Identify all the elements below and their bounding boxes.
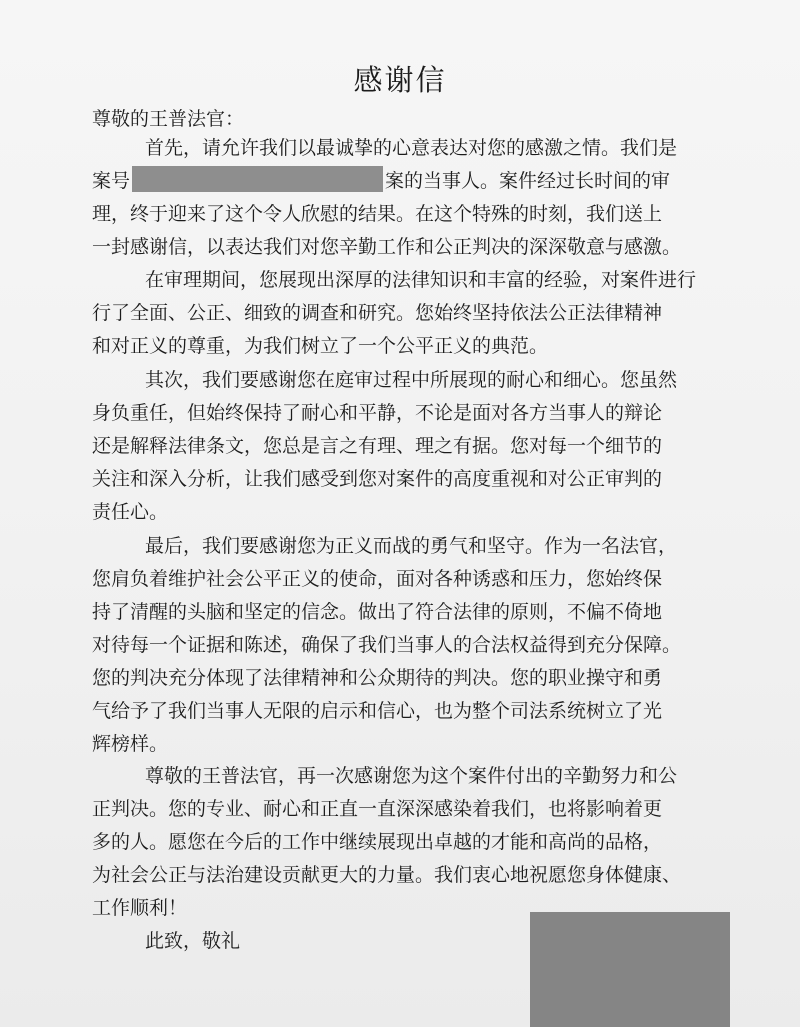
paragraph-line: 多的人。愿您在今后的工作中继续展现出卓越的才能和高尚的品格， <box>92 831 663 853</box>
paragraph-line: 最后，我们要感谢您为正义而战的勇气和坚守。作为一名法官， <box>145 535 678 557</box>
paragraph-line: 理，终于迎来了这个令人欣慰的结果。在这个特殊的时刻，我们送上 <box>92 203 663 225</box>
paragraph-line: 持了清醒的头脑和坚定的信念。做出了符合法律的原则，不偏不倚地 <box>92 601 663 623</box>
paragraph-line: 其次，我们要感谢您在庭审过程中所展现的耐心和细心。您虽然 <box>145 369 678 391</box>
paragraph-line: 您的判决充分体现了法律精神和公众期待的判决。您的职业操守和勇 <box>92 667 663 689</box>
paragraph-line: 辉榜样。 <box>92 733 169 755</box>
paragraph-line: 工作顺利！ <box>92 897 188 919</box>
redacted-case-number <box>132 166 383 192</box>
closing-line: 此致，敬礼 <box>145 930 241 952</box>
redacted-signature <box>530 912 730 1027</box>
paragraph-line: 责任心。 <box>92 501 169 523</box>
paragraph-4 <box>92 530 722 761</box>
paragraph-line: 尊敬的王普法官，再一次感谢您为这个案件付出的辛勤努力和公 <box>145 765 678 787</box>
paragraph-line: 首先，请允许我们以最诚挚的心意表达对您的感激之情。我们是 <box>145 137 678 159</box>
paragraph-line: 气给予了我们当事人无限的启示和信心，也为整个司法系统树立了光 <box>92 700 663 722</box>
paragraph-5 <box>92 760 722 925</box>
paragraph-line: 在审理期间，您展现出深厚的法律知识和丰富的经验，对案件进行 <box>145 269 697 291</box>
paragraph-line: 身负重任，但始终保持了耐心和平静，不论是面对各方当事人的辩论 <box>92 402 663 424</box>
paragraph-line: 还是解释法律条文，您总是言之有理、理之有据。您对每一个细节的 <box>92 435 663 457</box>
letter-title: 感谢信 <box>353 63 447 97</box>
paragraph-line: 对待每一个证据和陈述，确保了我们当事人的合法权益得到充分保障。 <box>92 634 682 656</box>
paragraph-2 <box>92 264 722 363</box>
paragraph-3 <box>92 364 722 529</box>
paragraph-line: 您肩负着维护社会公平正义的使命，面对各种诱惑和压力，您始终保 <box>92 568 663 590</box>
salutation: 尊敬的王普法官： <box>92 108 245 130</box>
paragraph-line: 和对正义的尊重，为我们树立了一个公平正义的典范。 <box>92 335 549 357</box>
paragraph-line: 正判决。您的专业、耐心和正直一直深深感染着我们，也将影响着更 <box>92 798 663 820</box>
paragraph-1 <box>92 132 722 264</box>
paragraph-line: 关注和深入分析，让我们感受到您对案件的高度重视和对公正审判的 <box>92 468 663 490</box>
paragraph-line <box>92 165 722 198</box>
case-number-label: 案号 <box>92 170 131 192</box>
paragraph-line-rest: 案的当事人。案件经过长时间的审 <box>385 170 671 192</box>
paragraph-line: 一封感谢信，以表达我们对您辛勤工作和公正判决的深深敬意与感激。 <box>92 236 682 258</box>
paragraph-line: 为社会公正与法治建设贡献更大的力量。我们衷心地祝愿您身体健康、 <box>92 864 682 886</box>
paragraph-line: 行了全面、公正、细致的调查和研究。您始终坚持依法公正法律精神 <box>92 302 663 324</box>
